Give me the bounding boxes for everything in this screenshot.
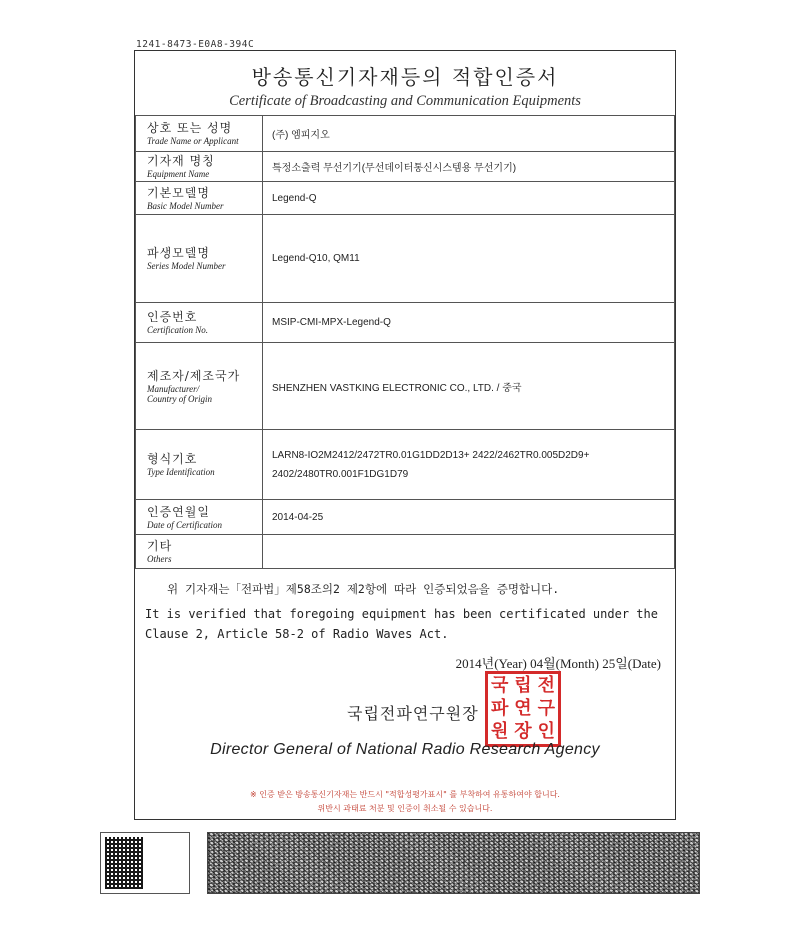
label-en: Manufacturer/ (147, 383, 200, 394)
notice-line-2: 위반시 과태료 처분 및 인증이 취소될 수 있습니다. (317, 804, 493, 813)
seal-char: 연 (514, 697, 532, 719)
document-id: 1241-8473-E0A8-394C (136, 39, 255, 50)
certificate-table (135, 115, 675, 569)
label-en: Certification No. (147, 325, 209, 335)
value-series-model: Legend-Q10, QM11 (263, 215, 675, 303)
qr-code-icon (105, 837, 143, 889)
security-barcode (207, 832, 700, 894)
value-date-of-certification: 2014-04-25 (263, 500, 675, 535)
label-ko: 기본모델명 (147, 185, 210, 200)
verification-statement-en: It is verified that foregoing equipment has been certificated under the Clause 2, Article 58-2 of Radio Waves Act. (145, 607, 658, 641)
table-row (136, 152, 675, 182)
certificate-frame (134, 50, 676, 820)
label-en: Basic Model Number (147, 200, 224, 211)
seal-char: 구 (537, 697, 556, 719)
label-en: Equipment Name (147, 169, 210, 179)
seal-char: 국 (490, 674, 509, 696)
seal-char: 인 (537, 721, 556, 743)
table-row (136, 215, 675, 303)
value-manufacturer: SHENZHEN VASTKING ELECTRONIC CO., LTD. / 중국 (263, 343, 675, 430)
label-ko: 기자재 명칭 (147, 154, 215, 168)
table-row (136, 430, 675, 500)
issue-date: 2014년(Year) 04월(Month) 25일(Date) (455, 656, 661, 671)
table-row (136, 116, 675, 152)
qr-code-box (100, 832, 190, 894)
label-en: Type Identification (147, 467, 215, 477)
seal-char: 장 (514, 721, 532, 743)
label-ko: 인증번호 (147, 310, 198, 324)
official-seal (485, 671, 561, 747)
label-ko: 기타 (147, 539, 173, 553)
director-title-en: Director General of National Radio Research Agency (210, 741, 600, 758)
table-row (136, 182, 675, 215)
title-korean: 방송통신기자재등의 적합인증서 (251, 65, 559, 89)
seal-char: 립 (514, 674, 532, 696)
label-en: Trade Name or Applicant (147, 136, 239, 146)
label-en: Others (147, 554, 172, 564)
seal-char: 원 (490, 721, 509, 743)
notice-line-1: ※ 인증 받은 방송통신기자재는 반드시 "적합성평가표시" 를 부착하여 유통하여야 합니다. (250, 790, 560, 799)
seal-char: 파 (490, 697, 509, 719)
table-row (136, 500, 675, 535)
value-equipment-name: 특정소출력 무선기기(무선데이터통신시스템용 무선기기) (263, 152, 675, 182)
value-others (263, 535, 675, 569)
issuer-title: 국립전파연구원장 (347, 704, 479, 723)
label-en: Date of Certification (147, 519, 222, 530)
label-en-line2: Country of Origin (147, 393, 213, 404)
label-en: Series Model Number (147, 261, 226, 271)
value-certification-no: MSIP-CMI-MPX-Legend-Q (263, 303, 675, 343)
label-ko: 형식기호 (147, 452, 198, 466)
seal-char: 전 (537, 674, 556, 696)
label-ko: 제조자/제조국가 (147, 368, 241, 383)
label-ko: 인증연월일 (147, 504, 210, 519)
table-row (136, 343, 675, 430)
verification-statement-ko: 위 기자재는「전파법」제58조의2 제2항에 따라 인증되었음을 증명합니다. (167, 582, 560, 596)
value-basic-model: Legend-Q (263, 182, 675, 215)
table-row (136, 303, 675, 343)
label-ko: 상호 또는 성명 (147, 121, 233, 135)
table-row (136, 535, 675, 569)
value-type-identification: LARN8-IO2M2412/2472TR0.01G1DD2D13+ 2422/2462TR0.005D2D9+ 2402/2480TR0.001F1DG1D79 (263, 430, 675, 500)
title-english: Certificate of Broadcasting and Communication Equipments (229, 93, 581, 109)
label-ko: 파생모델명 (147, 246, 210, 260)
value-applicant: (주) 엠피지오 (263, 116, 675, 152)
